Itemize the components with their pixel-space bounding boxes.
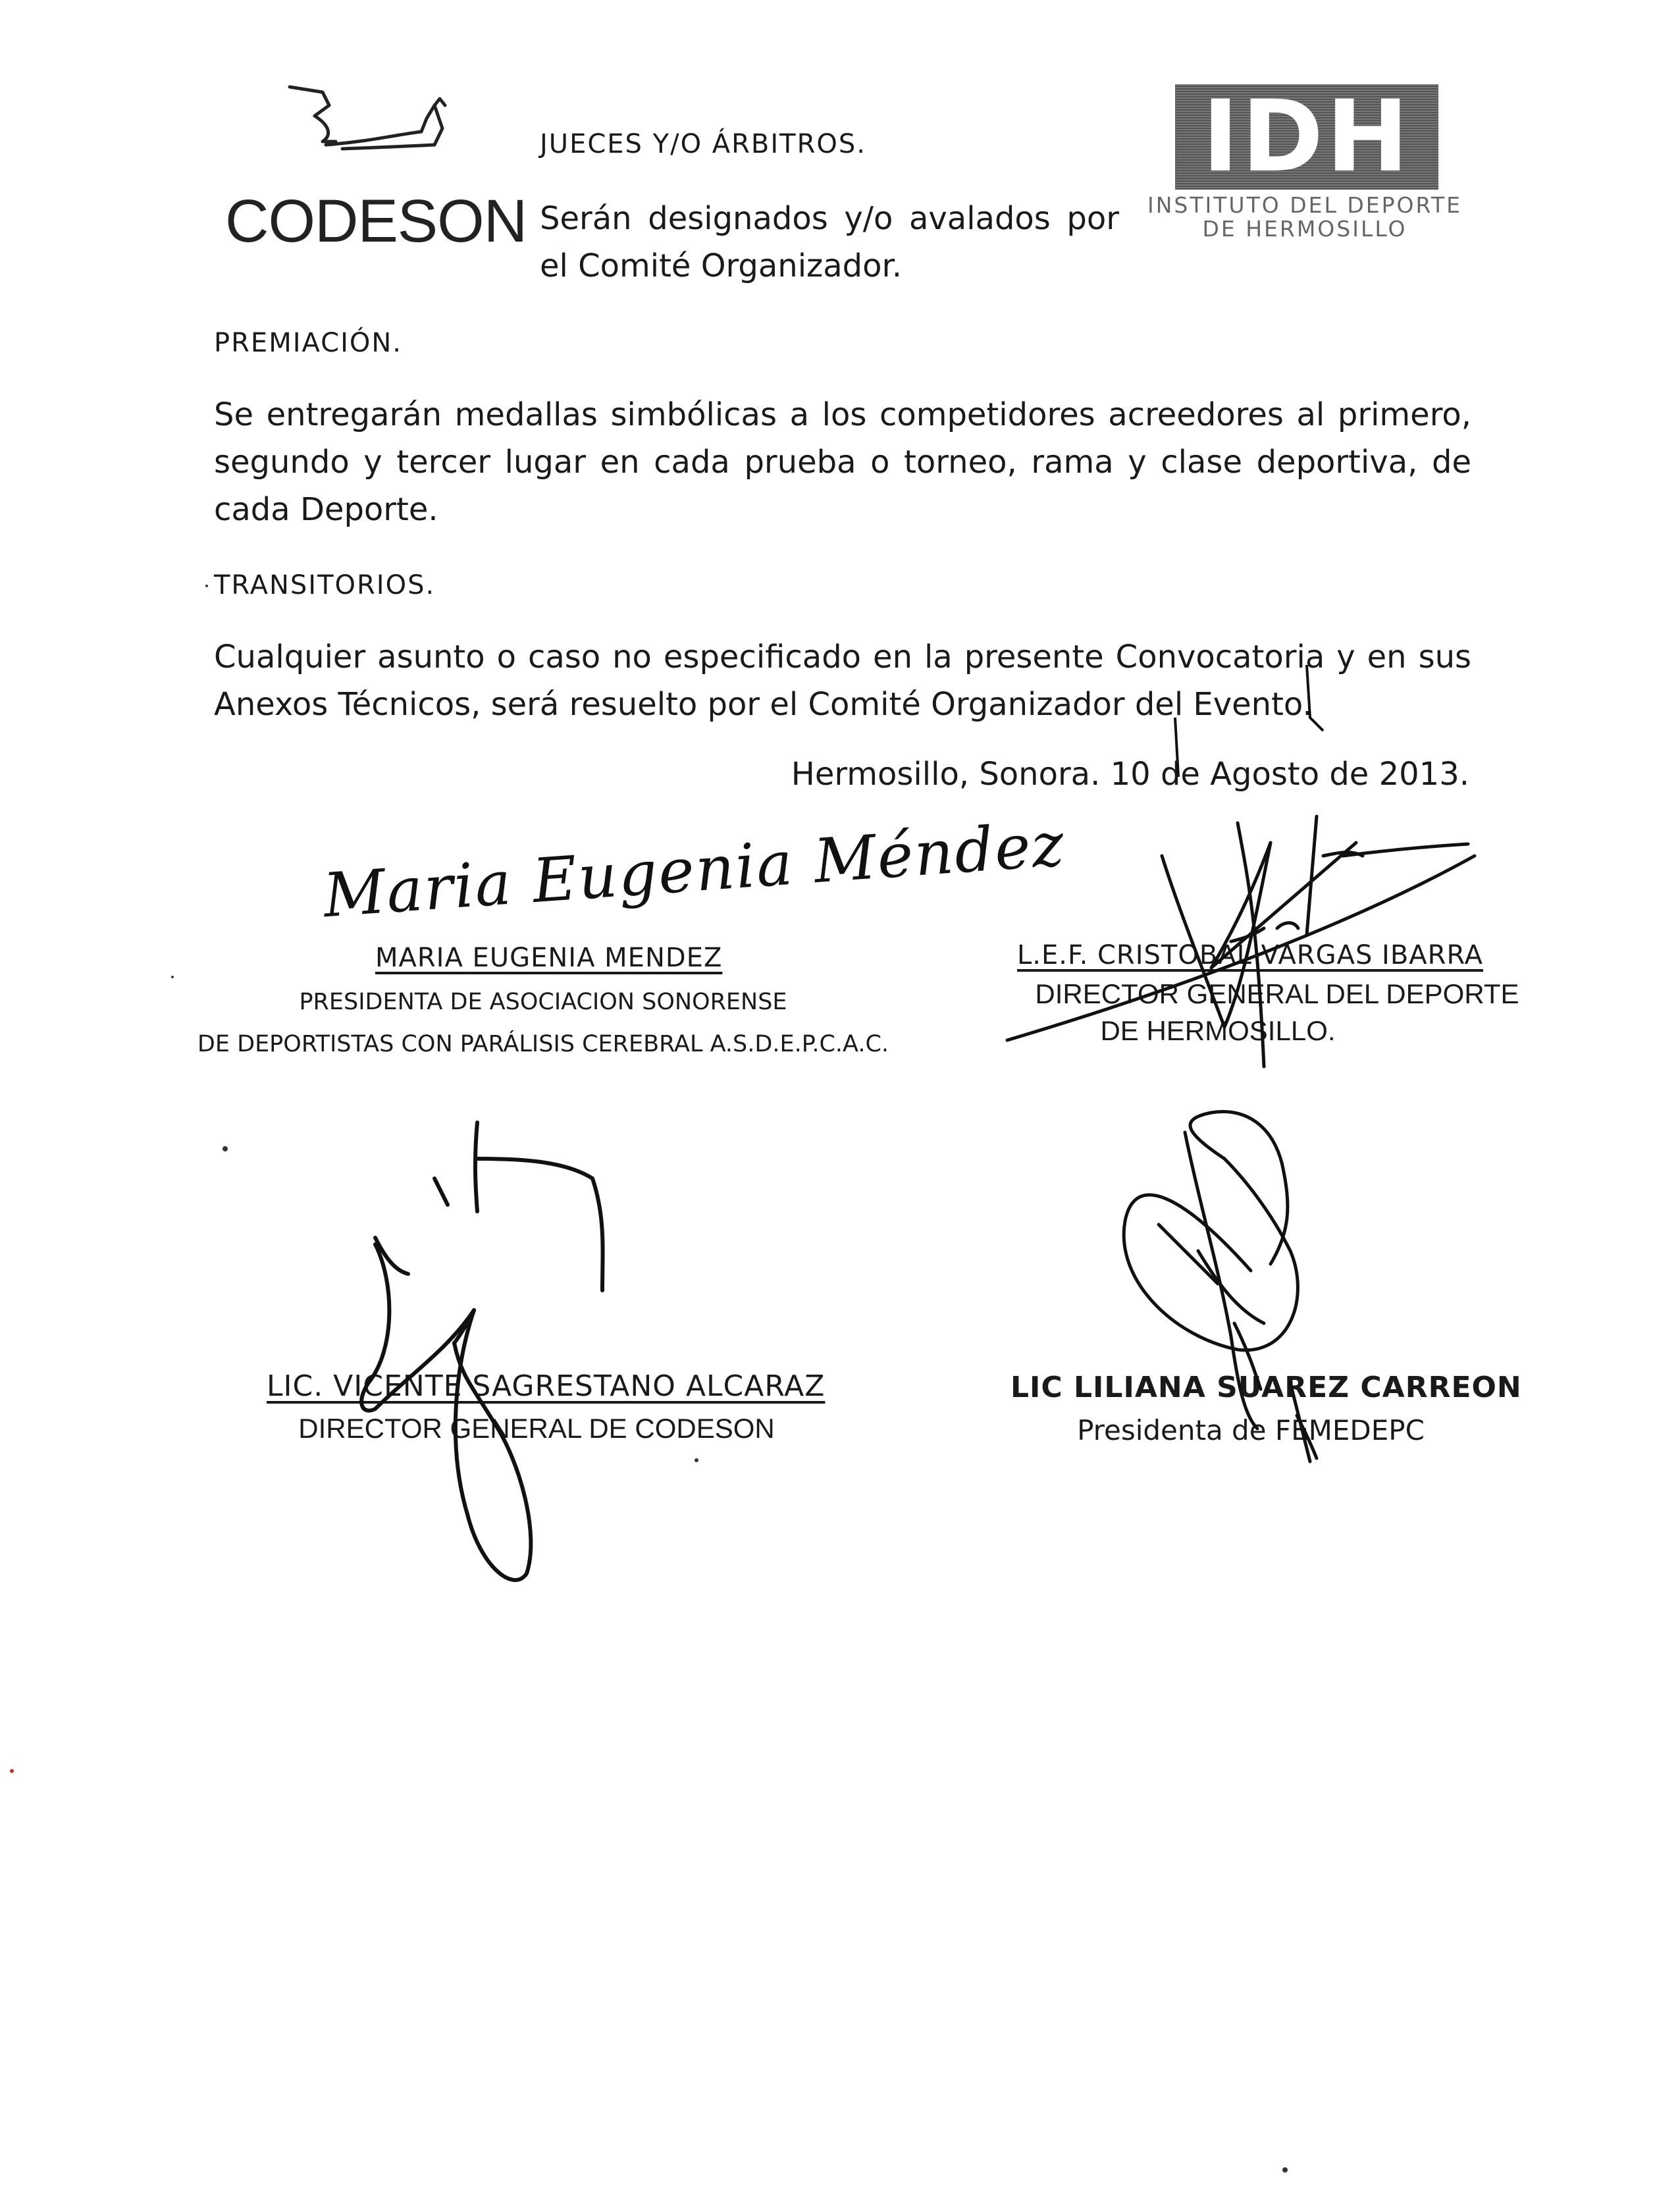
signatory-name-vicente-sagrestano-alcaraz: LIC. VICENTE SAGRESTANO ALCARAZ [267, 1369, 826, 1403]
awards-text: Se entregarán medallas simbólicas a los competidores acreedores al primero, segundo y tercer lugar en cada prueba o torneo, rama y clase deportiva, de cada Deporte. [214, 396, 1471, 528]
handwritten-signature-maria-eugenia: Maria Eugenia Méndez [321, 808, 1068, 932]
place-date: Hermosillo, Sonora. 10 de Agosto de 2013. [791, 756, 1469, 793]
signature-scrawl-liliana [1124, 1111, 1317, 1462]
signature-scrawl-vicente [361, 1122, 602, 1580]
signatory-name-liliana-suarez-carreon: LIC LILIANA SUAREZ CARREON [1011, 1371, 1522, 1404]
signatory-name-maria-eugenia-mendez: MARIA EUGENIA MENDEZ [375, 943, 723, 973]
signatory-title-cristobal-line1: DIRECTOR GENERAL DEL DEPORTE [1035, 978, 1519, 1009]
signatory-title-maria-eugenia-line2: DE DEPORTISTAS CON PARÁLISIS CEREBRAL A.S.D.E.P.C.A.C. [197, 1031, 889, 1057]
awards-heading: PREMIACIÓN. [214, 328, 403, 358]
idh-logo-line1: INSTITUTO DEL DEPORTE [1147, 192, 1462, 218]
idh-logo-letters: IDH [1202, 80, 1411, 194]
signatory-name-cristobal-vargas-ibarra: L.E.F. CRISTOBAL VARGAS IBARRA [1017, 940, 1483, 970]
judges-heading: JUECES Y/O ÁRBITROS. [540, 129, 866, 159]
idh-logo-line2: DE HERMOSILLO [1202, 216, 1407, 242]
transitory-text: Cualquier asunto o caso no especificado en la presente Convocatoria y en sus Anexos Técnicos, será resuelto por el Comité Organizador del Evento. [214, 639, 1471, 723]
idh-logo [1175, 80, 1438, 194]
codeson-emblem-icon [0, 0, 500, 211]
codeson-logo-text: CODESON [225, 188, 527, 255]
judges-text: Serán designados y/o avalados por el Comité Organizador. [540, 200, 1119, 284]
signatory-title-liliana-line1: Presidenta de FEMEDEPC [1077, 1414, 1425, 1446]
signatory-title-maria-eugenia-line1: PRESIDENTA DE ASOCIACION SONORENSE [299, 989, 787, 1015]
signatory-title-vicente-line1: DIRECTOR GENERAL DE CODESON [298, 1413, 775, 1444]
signatory-title-cristobal-line2: DE HERMOSILLO. [1100, 1015, 1336, 1046]
transitory-heading: TRANSITORIOS. [214, 570, 436, 600]
